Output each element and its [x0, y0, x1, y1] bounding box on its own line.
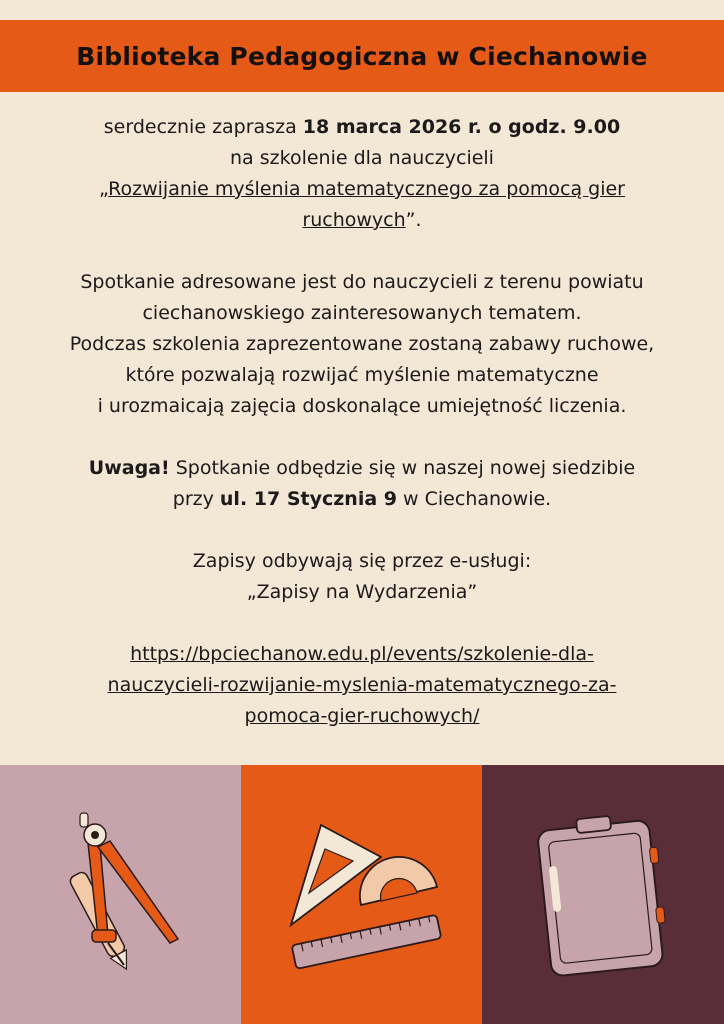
event-url-line-1	[0, 639, 724, 670]
compass-icon	[0, 765, 241, 1024]
description-line: i urozmaicają zajęcia doskonalące umiejętność liczenia.	[97, 395, 627, 417]
signup-line-1: Zapisy odbywają się przez e-usługi:	[192, 550, 532, 572]
notice-label: Uwaga!	[88, 457, 170, 479]
header-banner	[0, 20, 724, 92]
training-title-link-cont[interactable]: ruchowych	[302, 209, 406, 231]
event-url-line-2	[0, 670, 724, 701]
clipboard-icon	[482, 765, 724, 1024]
set-square-ruler-icon	[241, 765, 482, 1024]
ruler-panel	[241, 765, 482, 1024]
invite-line-2: na szkolenie dla nauczycieli	[230, 147, 494, 169]
training-title-link[interactable]: Rozwijanie myślenia matematycznego za pomocą gier	[108, 178, 625, 200]
invite-line-1: serdecznie zaprasza 18 marca 2026 r. o godz. 9.00	[103, 116, 621, 138]
event-date: 18 marca 2026 r. o godz. 9.00	[302, 116, 621, 138]
description-line: Podczas szkolenia zaprezentowane zostaną zabawy ruchowe,	[69, 333, 655, 355]
address: ul. 17 Stycznia 9	[219, 488, 398, 510]
notice-line-2: przy ul. 17 Stycznia 9 w Ciechanowie.	[172, 488, 552, 510]
page-title: Biblioteka Pedagogiczna w Ciechanowie	[76, 41, 648, 71]
training-title-cont: ruchowych”.	[302, 209, 422, 231]
event-url-line-3	[0, 701, 724, 732]
illustration-panels	[0, 765, 724, 1024]
training-title: „Rozwijanie myślenia matematycznego za pomocą gier	[99, 178, 625, 200]
compass-panel	[0, 765, 241, 1024]
event-url-link[interactable]: nauczycieli-rozwijanie-myslenia-matematycznego-za-	[107, 674, 617, 696]
description-line: Spotkanie adresowane jest do nauczycieli z terenu powiatu	[80, 271, 644, 293]
description-line: ciechanowskiego zainteresowanych tematem.	[142, 302, 582, 324]
signup-line-2: „Zapisy na Wydarzenia”	[246, 581, 478, 603]
clipboard-panel	[482, 765, 724, 1024]
description-line: które pozwalają rozwijać myślenie matematyczne	[125, 364, 599, 386]
event-url-link[interactable]: pomoca-gier-ruchowych/	[244, 705, 480, 727]
notice-line-1: Uwaga! Spotkanie odbędzie się w naszej nowej siedzibie	[88, 457, 636, 479]
event-url-link[interactable]: https://bpciechanow.edu.pl/events/szkolenie-dla-	[130, 643, 594, 665]
main-content	[0, 112, 724, 732]
